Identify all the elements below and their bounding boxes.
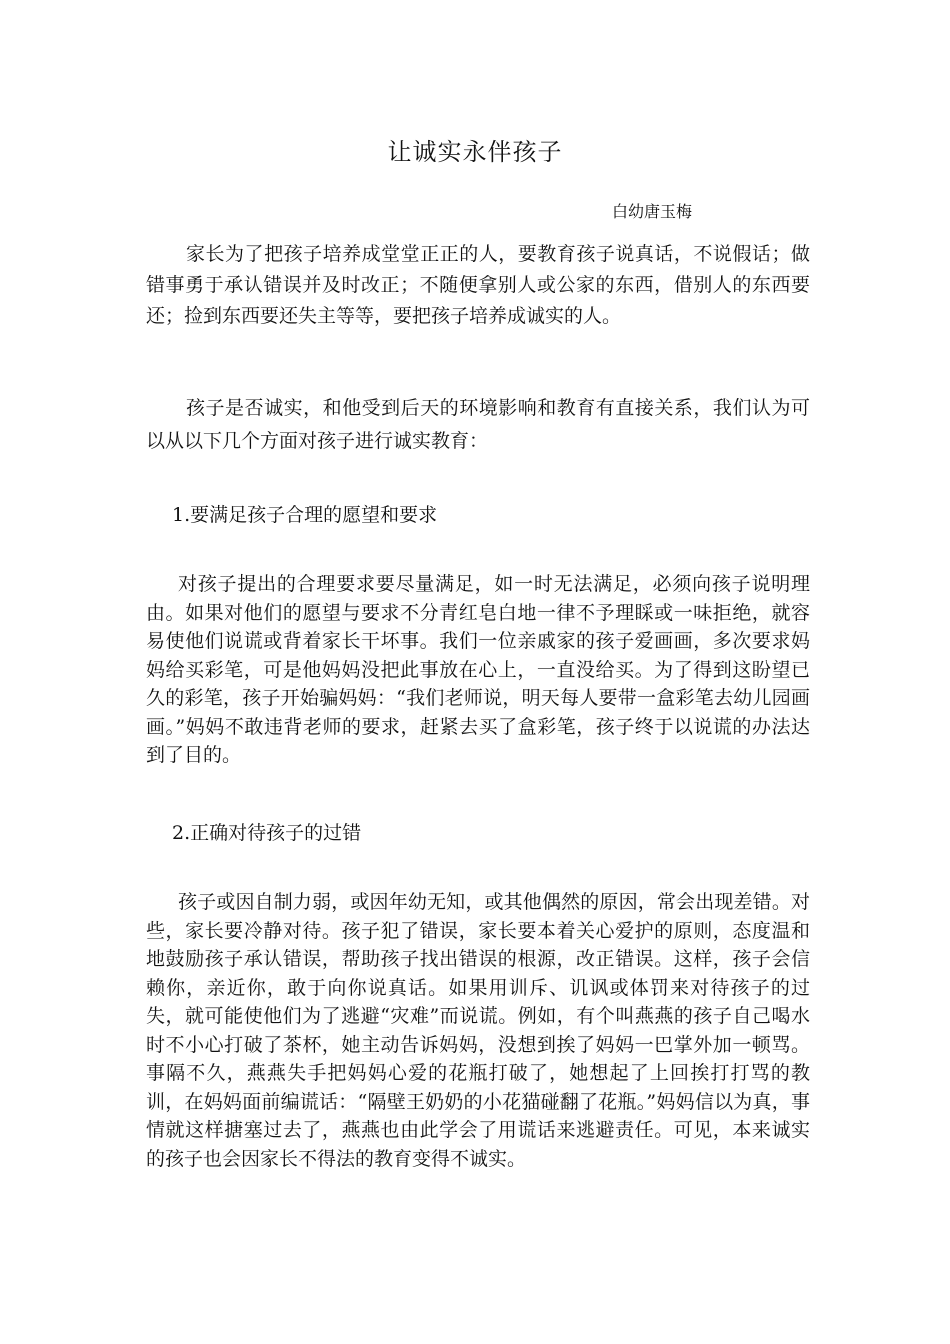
paragraph-section-1: 对孩子提出的合理要求要尽量满足，如一时无法满足，必须向孩子说明理由。如果对他们的愿望与要求不分青红皂白地一律不予理睬或一味拒绝，就容易使他们说谎或背着家长干坏事。我们一位亲戚家的孩子爱画画，多次要求妈妈给买彩笔，可是他妈妈没把此事放在心上，一直没给买。为了得到这盼望已久的彩笔，孩子开始骗妈妈：“我们老师说，明天每人要带一盒彩笔去幼儿园画画。”妈妈不敢违背老师的要求，赶紧去买了盒彩笔，孩子终于以说谎的办法达到了目的。 [146, 573, 810, 766]
author-name: 白幼唐玉梅 [612, 202, 693, 221]
paragraph-overview: 孩子是否诚实，和他受到后天的环境影响和教育有直接关系，我们认为可以从以下几个方面对孩子进行诚实教育： [146, 397, 810, 452]
paragraph-intro: 家长为了把孩子培养成堂堂正正的人，要教育孩子说真话，不说假话；做错事勇于承认错误并及时改正；不随便拿别人或公家的东西，借别人的东西要还；捡到东西要还失主等等，要把孩子培养成诚实的人。 [146, 243, 810, 327]
section-heading-1: 1.要满足孩子合理的愿望和要求 [172, 504, 438, 526]
paragraph-section-2: 孩子或因自制力弱，或因年幼无知，或其他偶然的原因，常会出现差错。对些，家长要冷静对待。孩子犯了错误，家长要本着关心爱护的原则，态度温和地鼓励孩子承认错误，帮助孩子找出错误的根源，改正错误。这样，孩子会信赖你，亲近你，敢于向你说真话。如果用训斥、讥讽或体罚来对待孩子的过失，就可能使他们为了逃避“灾难”而说谎。例如，有个叫燕燕的孩子自己喝水时不小心打破了茶杯，她主动告诉妈妈，没想到挨了妈妈一巴掌外加一顿骂。事隔不久，燕燕失手把妈妈心爱的花瓶打破了，她想起了上回挨打打骂的教训，在妈妈面前编谎话：“隔壁王奶奶的小花猫碰翻了花瓶。”妈妈信以为真，事情就这样搪塞过去了，燕燕也由此学会了用谎话来逃避责任。可见，本来诚实的孩子也会因家长不得法的教育变得不诚实。 [146, 891, 810, 1170]
document-title: 让诚实永伴孩子 [387, 138, 563, 166]
section-heading-2: 2.正确对待孩子的过错 [172, 822, 362, 844]
